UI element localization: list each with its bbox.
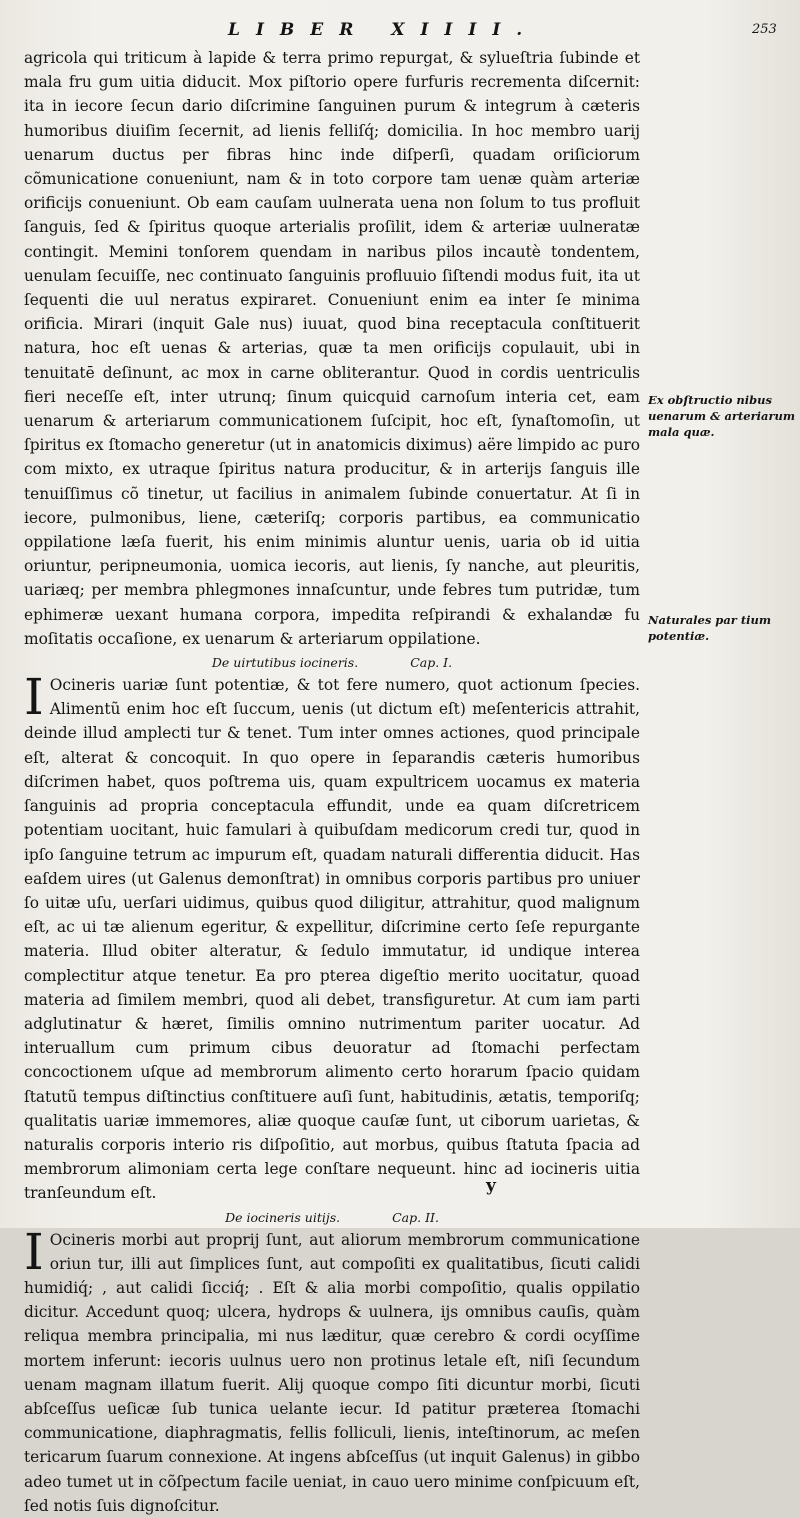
- initial-letter: I: [24, 1222, 44, 1281]
- chapter-number: Cap. II.: [392, 1209, 439, 1225]
- chapter-text: Ocineris uariæ ſunt potentiæ, & tot fere numero, quot actionum ſpecies. Alimentũ enim hoc eſt ſuccum, uenis (ut dictum eſt) meſentericis attrahit, deinde illud amplecti tur & tenet. Tum inter omnes actiones, quod principale eſt, alterat & concoquit. In quo opere in ſeparandis cæteris humoribus diſcrimen habet, quos poſtrema uis, quam expultricem uocamus ex materia ſanguinis ad propria conceptacula effundit, unde ea quam diſcretricem potentiam uocitant, huic famulari à quibuſdam medicorum credi tur, quod in ipſo ſanguine tetrum ac impurum eſt, quadam naturali differentia diducit. Has eaſdem uires (ut Galenus demonſtrat) in omnibus corporis partibus pro uniuer ſo uitæ uſu, uerſari uidimus, quibus quod diligitur, attrahitur, quod malignum eſt, ac ui tæ alienum egeritur, & expellitur, diſcrimine certo ſeſe repurgante materia. Illud obiter alteratur, & ſedulo immutatur, id undique interea complectitur atque tenetur. Ea pro pterea digeſtio merito uocitatur, quoad materia ad ſimilem membri, quod ali debet, transfiguretur. At cum iam parti adglutinatur & hæret, ſimilis omnino nutrimentum pariter uocatur. Ad interuallum cum primum cibus deuoratur ad ſtomachi perfectam concoctionem uſque ad membrorum alimento certo horarum ſpacio quidam ſtatutũ tempus diſtinctius conſtituere auſi ſunt, habitudinis, ætatis, temporiſq; qualitatis uariæ immemores, aliæ quoque cauſæ ſunt, ut ciborum uarietas, & naturalis corporis interio ris diſpoſitio, aut morbus, quibus ſtatuta ſpacia ad membrorum alimoniam certa lege conſtare nequeunt. hinc ad iocineris uitia tranſeundum eſt.: [24, 676, 640, 1203]
- chapter-paragraph: [24, 1222, 640, 1518]
- folio-number: 253: [752, 22, 777, 37]
- chapter-text: Ocineris morbi aut proprij ſunt, aut aliorum membrorum communicatione oriun tur, illi aut ſimplices ſunt, aut compoſiti ex qualitatibus, ſicuti calidi humidiq́; , aut calidi ſicciq́; . Eſt & alia morbi compoſitio, qualis oppilatio dicitur. Accedunt quoq; ulcera, hydrops & uulnera, ijs omnibus cauſis, quàm reliqua membra principalia, mi nus læditur, quæ cerebro & cordi ocyſſime mortem inferunt: iecoris uulnus uero non protinus letale eſt, niſi ſecundum uenam magnam illatum fuerit. Alij quoque compo ſiti dicuntur morbi, ſicuti abſceſſus ueſicæ ſub tunica uelante iecur. Id patitur præterea ſtomachi communicatione, diaphragmatis, fellis folliculi, lienis, inteſtinorum, ac meſen tericarum ſuarum connexione. At ingens abſceſſus (ut inquit Galenus) in gibbo adeo tumet ut in cõſpectum facile ueniat, in cauo uero minime conſpicuum eſt, ſed notis ſuis dignoſcitur.: [24, 1230, 640, 1515]
- chapter-title: De uirtutibus iocineris.: [211, 655, 359, 671]
- body-paragraph: agricola qui triticum à lapide & terra primo repurgat, & sylueſtria ſubinde et mala fru gum uitia diducit. Mox piſtorio opere furfuris recrementa diſcernit: ita in iecore ſecun dario diſcrimine ſanguinen purum & integrum à cæteris humoribus diuiſim ſecernit, ad lienis felliſq́; domicilia. In hoc membro uarij uenarum ductus per fibras hinc inde diſperſi, quadam oriſiciorum cõmunicatione conueniunt, nam & in toto corpore tam uenæ quàm arteriæ orificijs conueniunt. Ob eam cauſam uulnerata uena non ſolum to tus profluit ſanguis, ſed & ſpiritus quoque arterialis proſilit, idem & arteriæ uulneratæ contingit. Memini tonſorem quendam in naribus pilos incautè tondentem, uenulam ſecuiſſe, nec continuato ſanguinis profluuio ſiſtendi modus fuit, ita ut ſequenti die uul neratus expiraret. Conueniunt enim ea inter ſe minima orificia. Mirari (inquit Gale nus) iuuat, quod bina receptacula conſtituerit natura, hoc eſt uenas & arterias, quæ ta men orificijs copulauit, ubi in tenuitatē deſinunt, ac mox in carne obliterantur. Quod in cordis uentriculis fieri neceſſe eſt, inter utrunq; ſinum quicquid carnoſum interia cet, eam uenarum & arteriarum communicationem ſuſcipit, hoc eſt, ſynaſtomoſin, ut ſpiritus ex ſtomacho generetur (ut in anatomicis diximus) aëre limpido ac puro com mixto, ex utraque ſpiritus natura producitur, & in arterijs ſanguis ille tenuiſſimus cõ tinetur, ut facilius in animalem ſubinde conuertatur. At ſi in iecore, pulmonibus, liene, cæteriſq; corporis partibus, ea communicatio oppilatione læſa fuerit, his enim minimis aluntur uenis, uaria ob id uitia oriuntur, peripneumonia, uomica iecoris, aut lienis, ſy nanche, aut pleuritis, uariæq; per membra phlegmones innaſcuntur, unde febres tum putridæ, tum ephimeræ uexant humana corpora, impedita reſpirandi & exhalandæ fu moſitatis occaſione, ex uenarum & arteriarum oppilatione.: [24, 49, 640, 648]
- chapter-paragraph: [24, 668, 640, 1205]
- running-title: LIBER XIIII.: [228, 20, 539, 40]
- chapter-number: Cap. I.: [410, 655, 453, 671]
- initial-letter: I: [24, 668, 44, 727]
- chapter-heading: [24, 653, 640, 673]
- chapter-heading: [24, 1208, 640, 1228]
- catchword: y: [486, 1176, 496, 1196]
- margin-note: Ex obſtructio nibus uenarum & arteriarum mala quæ.: [648, 393, 796, 439]
- chapter-title: De iocineris uitijs.: [225, 1209, 341, 1225]
- margin-note: Naturales par tium potentiæ.: [648, 613, 772, 643]
- main-text-block: [24, 46, 640, 1518]
- page-header: [0, 20, 800, 42]
